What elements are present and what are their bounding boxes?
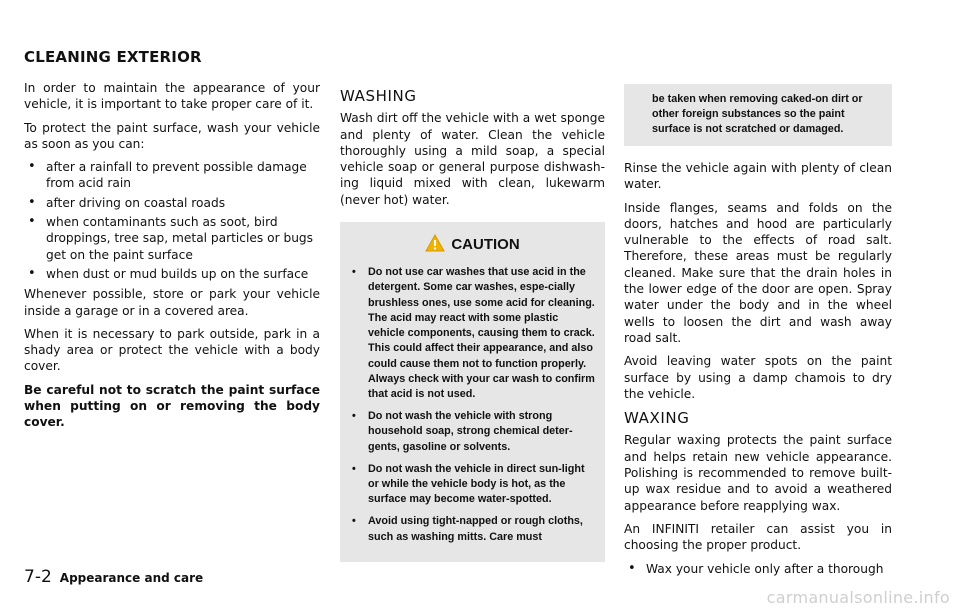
intro-paragraph: In order to maintain the appearance of your vehicle, it is important to take proper care of it. [24,81,320,112]
caution-list [348,265,597,544]
list-item: • Avoid using tight-napped or rough cloths, such as washing mitts. Care must [348,514,597,544]
page-footer [24,567,203,587]
washing-paragraph: Wash dirt off the vehicle with a wet sponge and plenty of water. Clean the vehicle thoroughly using a mild soap, a special vehicle soap or general purpose dishwash-ing liquid mixed with clean, lukewarm (never hot) water. [340,111,605,207]
page-title: CLEANING EXTERIOR [24,48,202,66]
section-name: Appearance and care [59,571,204,585]
column-middle [340,80,605,562]
protect-paragraph: To protect the paint surface, wash your vehicle as soon as you can: [24,120,320,151]
caution-title: CAUTION [451,236,520,254]
column-left [24,80,320,438]
caution-continued-text: be taken when removing caked-on dirt or other foreign substances so the paint surface is not scratched or damaged. [652,93,863,136]
waxing-list [624,561,892,577]
list-item: • when dust or mud builds up on the surface [24,266,320,282]
page-number: 7-2 [24,567,52,587]
park-outside-paragraph: When it is necessary to park outside, park in a shady area or protect the vehicle with a body cover. [24,326,320,374]
store-paragraph: Whenever possible, store or park your vehicle inside a garage or in a covered area. [24,287,320,318]
body-cover-warning: Be careful not to scratch the paint surface when putting on or removing the body cover. [24,382,320,430]
list-item: • after a rainfall to prevent possible damage from acid rain [24,159,320,192]
caution-box [340,222,605,562]
list-item: • Wax your vehicle only after a thorough [624,561,892,577]
road-salt-paragraph: Inside flanges, seams and folds on the doors, hatches and hood are particularly vulnerable to the effects of road salt. Therefore, these areas must be regularly cleaned. Make sure that the drain holes in the lower edge of the door are open. Spray water under the body and in the wheel wells to loosen the dirt and wash away road salt. [624,200,892,345]
wash-when-list [24,159,320,282]
list-item: • when contaminants such as soot, bird droppings, tree sap, metal particles or bugs get on the paint surface [24,214,320,263]
list-item: • Do not use car washes that use acid in the detergent. Some car washes, espe-cially brushless ones, use some acid for cleaning. The acid may react with some plastic vehicle components, causing them to crack. This could affect their appearance, and also could cause them not to function properly. Always check with your car wash to confirm that acid is not used. [348,265,597,402]
list-item: • after driving on coastal roads [24,195,320,211]
list-item: • Do not wash the vehicle in direct sun-light or while the vehicle body is hot, as the surface may become water-spotted. [348,462,597,508]
list-item: • Do not wash the vehicle with strong household soap, strong chemical deter-gents, gasoline or solvents. [348,409,597,455]
watermark: carmanualsonline.info [766,588,950,607]
retailer-paragraph: An INFINITI retailer can assist you in choosing the proper product. [624,521,892,553]
waxing-paragraph: Regular waxing protects the paint surface and helps retain new vehicle appearance. Polishing is recommended to remove built-up wax residue and to avoid a weathered appearance before reapplying wax. [624,433,892,513]
column-right [624,160,892,581]
washing-heading: WASHING [340,87,417,105]
warning-triangle-icon [425,234,445,255]
waxing-heading: WAXING [624,409,690,428]
caution-continued-box [624,84,892,146]
water-spots-paragraph: Avoid leaving water spots on the paint surface by using a damp chamois to dry the vehicle. [624,354,892,401]
rinse-paragraph: Rinse the vehicle again with plenty of clean water. [624,161,892,192]
caution-header [348,234,597,255]
